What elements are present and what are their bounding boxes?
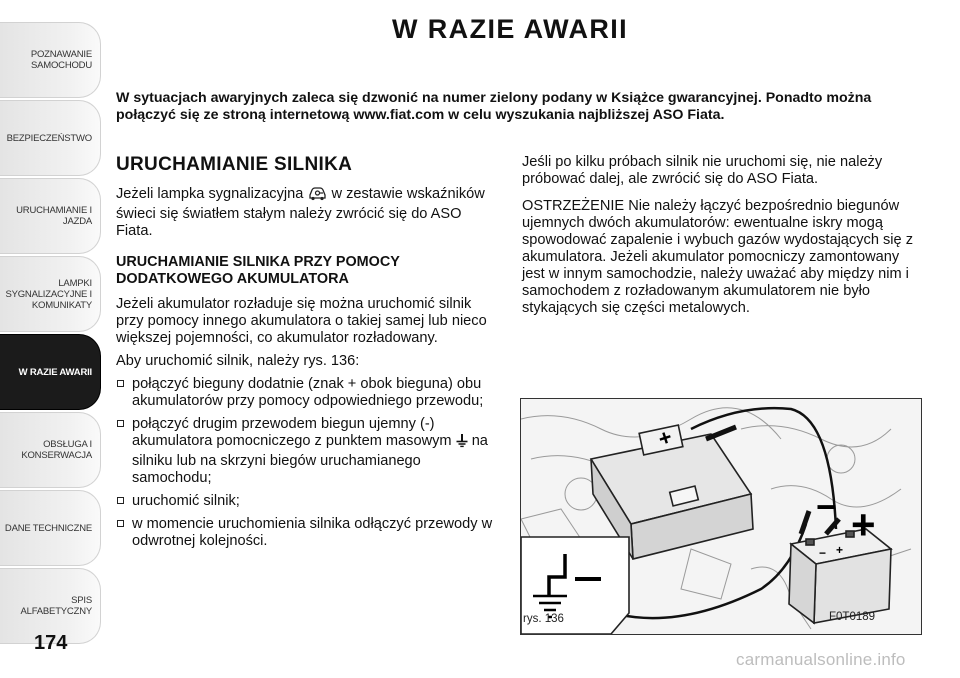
engine-bay-drawing <box>521 399 921 634</box>
checkbox-bullet-icon <box>117 420 124 427</box>
tab-label: BEZPIECZEŃSTWO <box>6 132 92 144</box>
tab-label: OBSŁUGA I KONSERWACJA <box>21 439 92 461</box>
paragraph-text: w zestawie wskaźników świeci się światłem stałym należy zwrócić się do ASO Fiata. <box>116 186 485 239</box>
figure-caption: rys. 136 <box>523 613 564 625</box>
aux-battery-plus-label: + <box>836 543 844 557</box>
tab-label: POZNAWANIE SAMOCHODU <box>30 49 92 71</box>
immobilizer-car-key-icon <box>307 185 327 206</box>
tab-label: W RAZIE AWARII <box>18 366 92 378</box>
tab-obsluga-i-konserwacja[interactable] <box>0 412 101 488</box>
list-item-text: na silniku lub na skrzyni biegów uruchamianego samochodu; <box>132 433 488 486</box>
watermark: carmanualsonline.info <box>736 650 906 669</box>
right-column <box>522 154 922 327</box>
list-item-text: połączyć bieguny dodatnie (znak + obok bieguna) obu akumulatorów przy pomocy odpowiedniego przewodu; <box>132 376 484 409</box>
ground-symbol-icon <box>456 434 468 453</box>
list-item <box>116 376 500 410</box>
tab-lampki-sygnalizacyjne[interactable] <box>0 256 101 332</box>
list-item-text: w momencie uruchomienia silnika odłączyć przewody w odwrotnej kolejności. <box>132 516 493 549</box>
instructions-intro: Aby uruchomić silnik, należy rys. 136: <box>116 353 360 369</box>
left-column <box>116 154 500 556</box>
list-item-text: połączyć drugim przewodem biegun ujemny (-) akumulatora pomocniczego z punktem masowym <box>132 416 456 449</box>
jump-start-illustration <box>520 398 922 635</box>
large-minus-sign: − <box>816 486 838 527</box>
list-item <box>116 416 500 487</box>
tab-poznawanie-samochodu[interactable] <box>0 22 101 98</box>
aux-battery-minus-label: − <box>819 546 827 560</box>
checkbox-bullet-icon <box>117 520 124 527</box>
checkbox-bullet-icon <box>117 497 124 504</box>
tab-bezpieczenstwo[interactable] <box>0 100 101 176</box>
main-battery-plus-sign: + <box>655 423 675 452</box>
tab-dane-techniczne[interactable] <box>0 490 101 566</box>
tab-label: SPIS ALFABETYCZNY <box>20 595 92 617</box>
tab-label: URUCHAMIANIE I JAZDA <box>16 205 92 227</box>
instruction-list <box>116 376 500 550</box>
checkbox-bullet-icon <box>117 380 124 387</box>
warning-paragraph: OSTRZEŻENIE Nie należy łączyć bezpośrednio biegunów ujemnych dwóch akumulatorów: ewentualne iskry mogą spowodować zapalenie i wybuch gazów wydostających się z akumulatora. Jeżeli akumulator pomocniczy zamontowany jest w innym samochodzie, należy uważać aby między nim i samochodem z rozładowanym akumulatorem nie było stykających się części metalowych. <box>522 198 913 316</box>
section-title: URUCHAMIANIE SILNIKA <box>116 154 353 175</box>
intro-paragraph: W sytuacjach awaryjnych zaleca się dzwonić na numer zielony podany w Książce gwarancyjnej. Ponadto można połączyć się ze stroną internetową www.fiat.com w celu wyszukania najbliższej ASO Fiata. <box>116 90 872 123</box>
subsection-title: URUCHAMIANIE SILNIKA PRZY POMOCY DODATKOWEGO AKUMULATORA <box>116 254 400 287</box>
list-item-text: uruchomić silnik; <box>132 493 240 509</box>
tab-label: LAMPKI SYGNALIZACYJNE I KOMUNIKATY <box>5 277 92 311</box>
large-plus-sign: + <box>851 501 876 548</box>
tab-label: DANE TECHNICZNE <box>4 522 92 534</box>
page-number: 174 <box>34 632 68 654</box>
list-item <box>116 493 500 510</box>
paragraph-text: Jeżeli lampka sygnalizacyjna <box>116 186 308 202</box>
list-item <box>116 516 500 550</box>
figure-code: F0T0189 <box>829 611 876 623</box>
tab-w-razie-awarii[interactable] <box>0 334 101 410</box>
retry-paragraph: Jeśli po kilku próbach silnik nie uruchomi się, nie należy próbować dalej, ale zwrócić się do ASO Fiata. <box>522 154 883 187</box>
page-title: W RAZIE AWARII <box>392 14 629 44</box>
tab-uruchamianie-i-jazda[interactable] <box>0 178 101 254</box>
chapter-tabs <box>0 22 101 646</box>
battery-paragraph: Jeżeli akumulator rozładuje się można uruchomić silnik przy pomocy innego akumulatora o takiej samej lub nieco większej pojemności, co akumulator rozładowany. <box>116 296 487 346</box>
warning-light-paragraph <box>116 185 500 240</box>
positive-clamp-main <box>706 427 736 439</box>
